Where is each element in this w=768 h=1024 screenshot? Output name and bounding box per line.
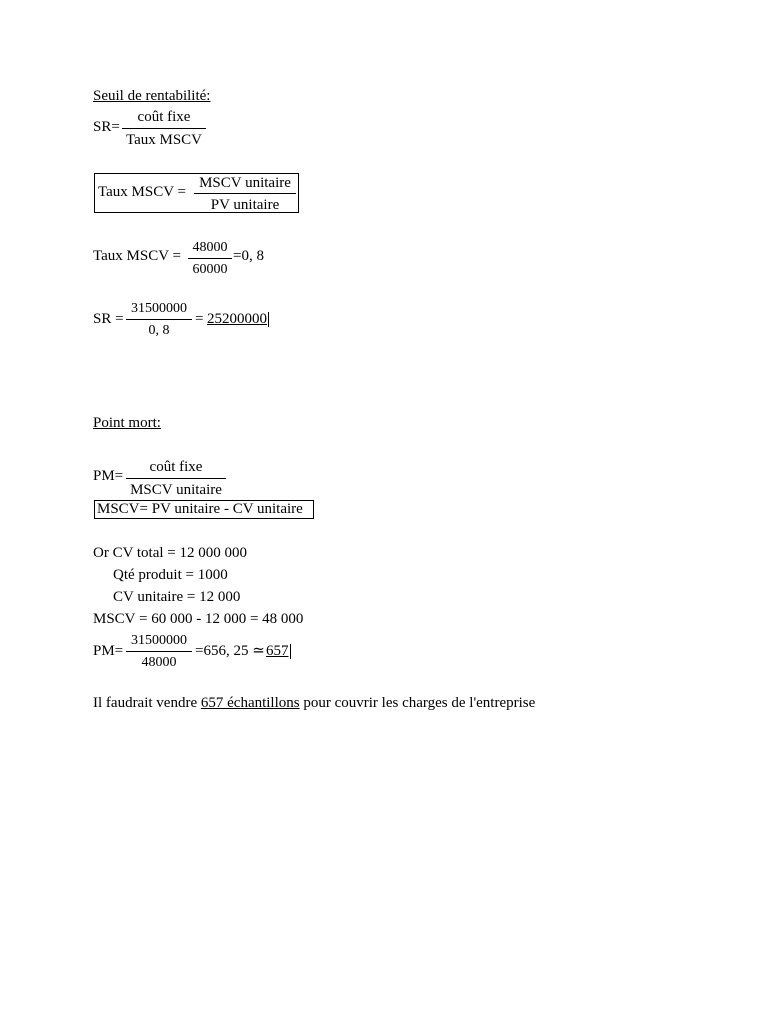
taux-calc-result: =0, 8 [233, 248, 264, 264]
pm-calc-result: 657 [266, 643, 289, 659]
sr-calc-fraction [126, 302, 192, 338]
sr-calc-numerator: 31500000 [126, 302, 192, 320]
pm-calc-equals: =656, 25 ≃ [195, 643, 265, 659]
pm-calc-denominator: 48000 [141, 655, 177, 670]
conclusion-before: Il faudrait vendre [93, 695, 201, 711]
pm-formula-lhs: PM= [93, 468, 124, 484]
mscv-line: MSCV = 60 000 - 12 000 = 48 000 [93, 611, 304, 627]
conclusion-sentence [93, 696, 535, 711]
sr-formula-lhs: SR= [93, 119, 120, 135]
sr-formula-fraction [122, 110, 206, 148]
taux-mscv-formula-denominator: PV unitaire [194, 193, 296, 213]
pm-calc-lhs: PM= [93, 643, 124, 659]
cv-total-line: Or CV total = 12 000 000 [93, 545, 248, 561]
taux-calc-lhs: Taux MSCV = [93, 248, 181, 264]
sr-calc-lhs: SR = [93, 311, 124, 327]
taux-calc-fraction [188, 241, 232, 277]
pm-heading: Point mort: [93, 415, 161, 431]
taux-mscv-formula-lhs: Taux MSCV = [98, 184, 186, 200]
qte-produit-line: Qté produit = 1000 [113, 567, 228, 583]
pm-formula-fraction [126, 460, 226, 498]
conclusion-after: pour couvrir les charges de l'entreprise [299, 695, 536, 711]
pm-formula-numerator: coût fixe [126, 460, 226, 479]
sr-calc-denominator: 0, 8 [148, 323, 170, 338]
pm-calc-fraction [126, 634, 192, 670]
sr-calc-equals: = [195, 311, 204, 327]
sr-heading: Seuil de rentabilité: [93, 88, 211, 104]
mscv-formula: MSCV= PV unitaire - CV unitaire [97, 501, 303, 517]
taux-calc-numerator: 48000 [188, 241, 232, 259]
sr-calc-result: 25200000 [207, 311, 267, 327]
pm-calc-numerator: 31500000 [126, 634, 192, 652]
taux-mscv-formula-fraction [194, 176, 296, 213]
cv-unitaire-line: CV unitaire = 12 000 [113, 589, 241, 605]
taux-calc-denominator: 60000 [192, 262, 228, 277]
pm-formula-denominator: MSCV unitaire [130, 482, 222, 498]
conclusion-highlight: 657 échantillons [200, 695, 300, 711]
taux-mscv-formula-numerator: MSCV unitaire [199, 175, 291, 191]
sr-formula-numerator: coût fixe [122, 110, 206, 129]
sr-formula-denominator: Taux MSCV [125, 132, 203, 148]
